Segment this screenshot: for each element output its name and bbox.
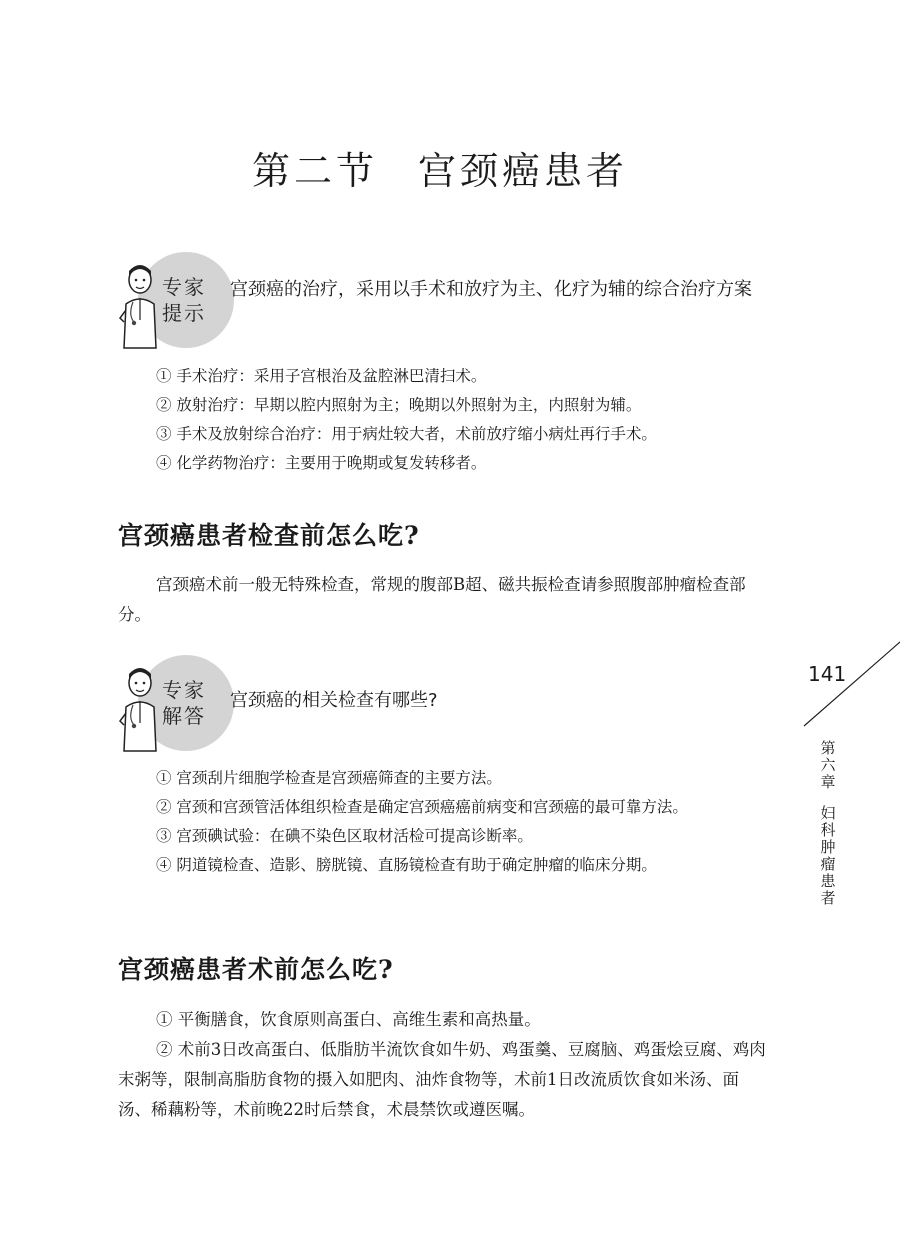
expert-answer-text: 宫颈癌的相关检查有哪些? (230, 690, 438, 711)
list-item: ④ 阴道镜检查、造影、膀胱镜、直肠镜检查有助于确定肿瘤的临床分期。 (156, 856, 657, 874)
list-item: ② 放射治疗：早期以腔内照射为主；晚期以外照射为主，内照射为辅。 (156, 396, 642, 414)
paragraph-text: 宫颈癌术前一般无特殊检查，常规的腹部B超、磁共振检查请参照腹部肿瘤检查部分。 (118, 575, 746, 624)
list-item: ④ 化学药物治疗：主要用于晚期或复发转移者。 (156, 454, 487, 472)
list-item: ② 宫颈和宫颈管活体组织检查是确定宫颈癌癌前病变和宫颈癌的最可靠方法。 (156, 798, 688, 816)
heading-preop-diet: 宫颈癌患者术前怎么吃? (118, 955, 394, 984)
badge-line-2: 解答 (162, 704, 206, 728)
exam-list (118, 764, 768, 880)
heading-exam-diet: 宫颈癌患者检查前怎么吃? (118, 521, 420, 550)
chapter-number: 第六章 (820, 739, 836, 791)
badge-line-1: 专家 (162, 678, 206, 702)
list-item: ① 平衡膳食，饮食原则高蛋白、高维生素和高热量。 (156, 1010, 541, 1029)
chapter-name: 妇科肿瘤患者 (820, 804, 836, 907)
chapter-marker (818, 740, 838, 907)
badge-line-2: 提示 (162, 301, 206, 325)
expert-answer-badge (118, 655, 228, 755)
list-item: ① 手术治疗：采用子宫根治及盆腔淋巴清扫术。 (156, 367, 487, 385)
badge-label (162, 677, 222, 729)
expert-tip-text: 宫颈癌的治疗，采用以手术和放疗为主、化疗为辅的综合治疗方案 (230, 279, 752, 300)
list-item: ② 术前3日改高蛋白、低脂肪半流饮食如牛奶、鸡蛋羹、豆腐脑、鸡蛋烩豆腐、鸡肉末粥等，限制高脂肪食物的摄入如肥肉、油炸食物等，术前1日改流质饮食如米汤、面汤、稀藕粉等，术前晚22时后禁食，术晨禁饮或遵医嘱。 (118, 1040, 766, 1119)
badge-label (162, 274, 222, 326)
list-item: ③ 手术及放射综合治疗：用于病灶较大者，术前放疗缩小病灶再行手术。 (156, 425, 657, 443)
expert-tip-badge (118, 252, 228, 352)
expert-answer-block (118, 655, 778, 755)
page-number: 141 (808, 662, 847, 686)
section-number: 第二节 (251, 149, 378, 193)
badge-line-1: 专家 (162, 275, 206, 299)
section-name: 宫颈癌患者 (418, 149, 629, 193)
section-title (0, 140, 880, 195)
expert-tip-block (118, 252, 778, 352)
treatment-list (118, 362, 768, 478)
list-item: ① 宫颈刮片细胞学检查是宫颈癌筛查的主要方法。 (156, 769, 502, 787)
diet-list (118, 1005, 768, 1125)
paragraph-exam (118, 570, 768, 630)
doctor-icon (118, 260, 166, 350)
list-item: ③ 宫颈碘试验：在碘不染色区取材活检可提高诊断率。 (156, 827, 533, 845)
doctor-icon (118, 663, 166, 753)
